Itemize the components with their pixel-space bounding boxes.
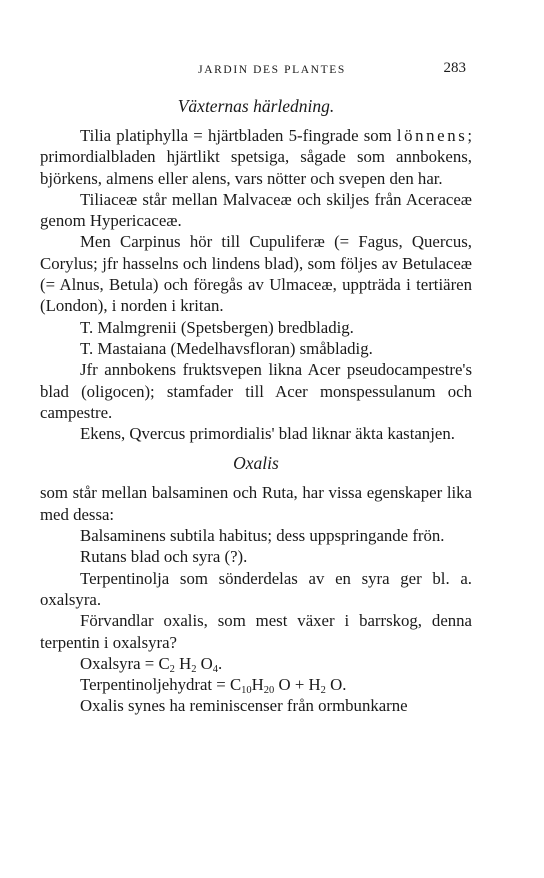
- formula-terpentin-name: Terpentinoljehydrat: [80, 675, 213, 695]
- formula-oxalsyra-name: Oxalsyra: [80, 653, 141, 673]
- paragraph-balsamin: Balsaminens subtila habitus; dess uppspringande frön.: [80, 526, 445, 546]
- formula-oxalsyra-eq: =: [140, 653, 159, 673]
- formula-oxalsyra-c: C: [158, 653, 170, 673]
- formula-terpentin-c: C: [229, 675, 242, 695]
- formula-terpentin-o: O: [278, 675, 291, 695]
- paragraph-last: Oxalis synes ha reminiscenser från ormbunkarne: [80, 696, 408, 716]
- paragraph-tiliaceae: Tiliaceæ står mellan Malvaceæ och skiljes från Aceraceæ genom Hypericaceæ.: [40, 189, 472, 231]
- formula-terpentin-h-sub: 20: [263, 685, 275, 697]
- formula-terpentin-h2-sub: 2: [320, 685, 326, 697]
- formula-terpentin-c-sub: 10: [241, 685, 252, 697]
- formula-oxalsyra-h: H: [179, 653, 192, 673]
- paragraph-tilia: [40, 125, 472, 189]
- formula-oxalsyra-end: .: [218, 653, 223, 673]
- page-number: 283: [443, 60, 466, 76]
- tilia-spaced-word: lönnens: [396, 126, 468, 145]
- paragraph-annbok: Jfr annbokens fruktsvepen likna Acer pseudocampestre's blad (oligocen); stamfader till Acer monspessulanum och campestre.: [40, 360, 472, 422]
- section-heading-vaxternas: Växternas härledning.: [177, 96, 335, 116]
- section-heading-oxalis: Oxalis: [233, 453, 279, 474]
- paragraph-mastaiana: T. Mastaiana (Medelhavsfloran) småbladig.: [80, 338, 373, 358]
- paragraph-oxalis: som står mellan balsaminen och Ruta, har vissa egenskaper lika med dessa:: [40, 483, 472, 524]
- formula-oxalsyra-h-sub: 2: [191, 663, 197, 675]
- paragraph-carpinus: Men Carpinus hör till Cupuliferæ (= Fagus, Quercus, Corylus; jfr hasselns och lindens blad), som följes av Betulaceæ (= Alnus, Betula) och föregås av Ulmaceæ, uppträda i tertiären (London), i norden i kritan.: [40, 232, 472, 316]
- formula-terpentin-eq: =: [212, 675, 230, 695]
- formula-oxalsyra-o: O: [200, 653, 213, 673]
- paragraph-rutans: Rutans blad och syra (?).: [80, 547, 248, 567]
- formula-terpentin-end: .: [342, 675, 347, 695]
- formula-terpentin: [40, 674, 472, 695]
- tilia-text-b: ; primordialbladen hjärtlikt spetsiga, sågade som annbokens, björkens, almens eller alens, vars nötter och svepen den har.: [40, 126, 472, 188]
- formula-oxalsyra-o-sub: 4: [212, 663, 219, 675]
- running-head: [0, 60, 544, 80]
- paragraph-ekens: Ekens, Qvercus primordialis' blad liknar äkta kastanjen.: [80, 424, 455, 444]
- tilia-text-a: Tilia platiphylla = hjärtbladen 5-fingrade som: [80, 126, 392, 145]
- paragraph-malmgrenii: T. Malmgrenii (Spetsbergen) bredbladig.: [80, 317, 354, 337]
- formula-terpentin-plus: +: [290, 675, 309, 695]
- formula-terpentin-h2: H: [308, 675, 321, 695]
- paragraph-forvandlar: Förvandlar oxalis, som mest växer i barrskog, denna terpentin i oxalsyra?: [40, 611, 472, 652]
- running-head-title: JARDIN DES PLANTES: [198, 64, 346, 76]
- body-text: [40, 94, 472, 717]
- formula-oxalsyra-c-sub: 2: [169, 663, 175, 675]
- formula-oxalsyra: [40, 653, 472, 674]
- paragraph-terpentin: Terpentinolja som sönderdelas av en syra ger bl. a. oxalsyra.: [40, 568, 472, 609]
- formula-terpentin-h: H: [251, 675, 264, 695]
- formula-terpentin-o2: O: [330, 675, 343, 695]
